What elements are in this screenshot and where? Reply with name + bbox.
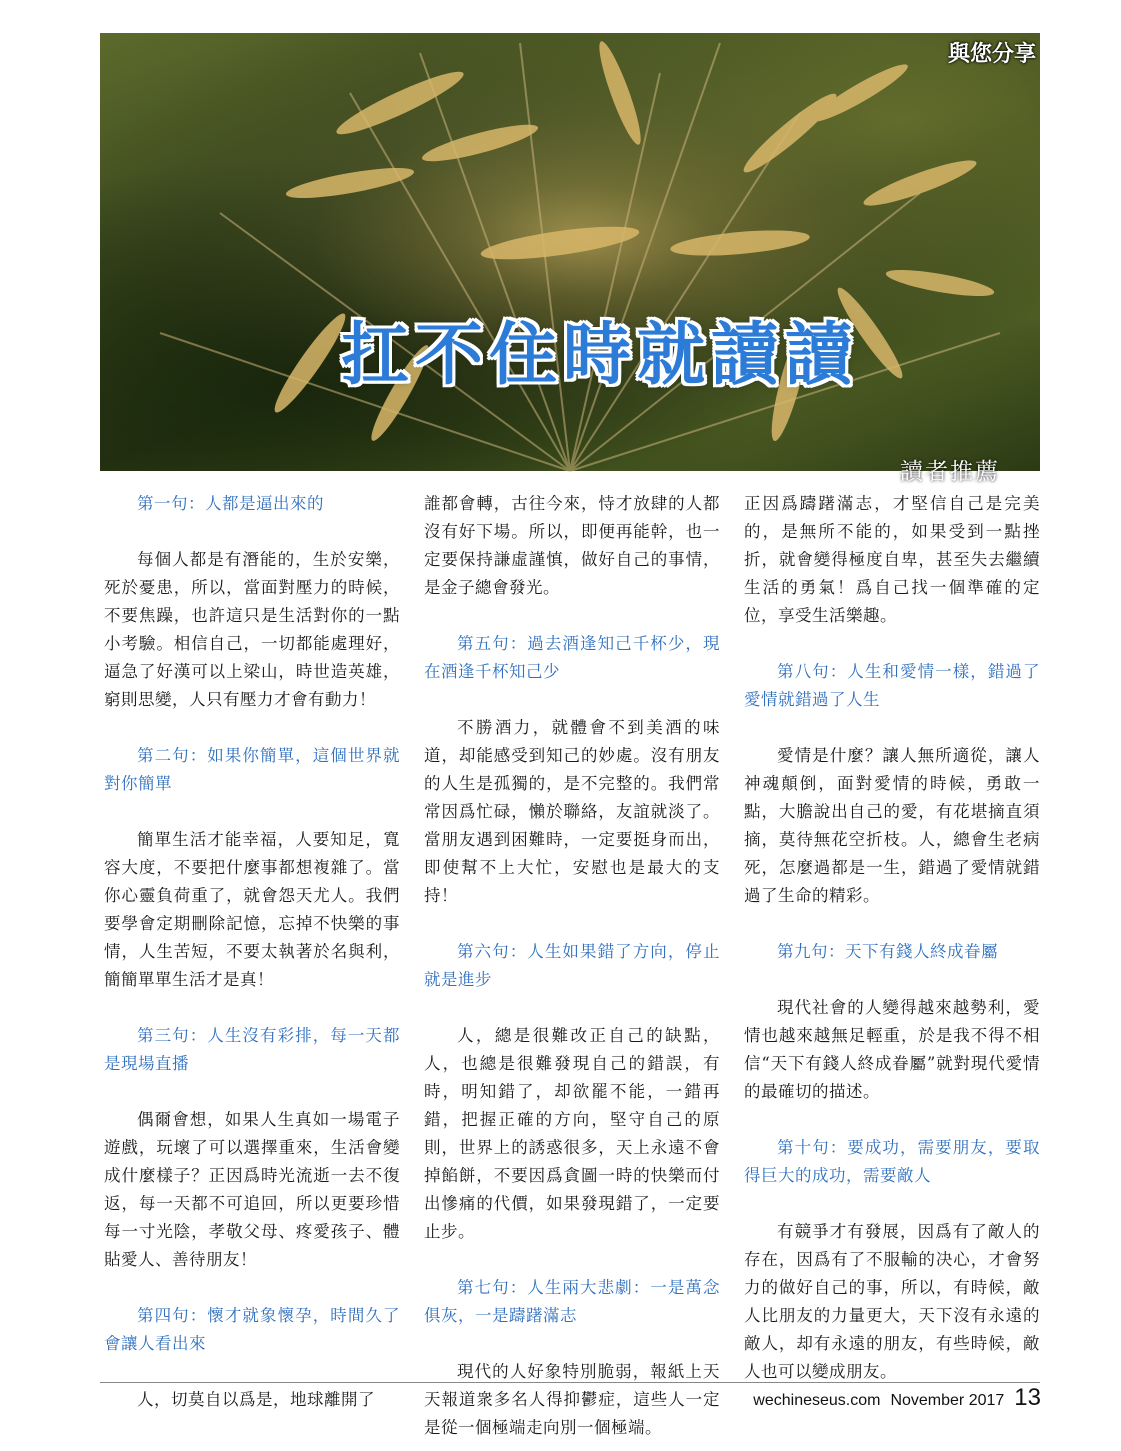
section-heading: 第二句：如果你簡單，這個世界就對你簡單 — [104, 746, 400, 793]
section-tag: 與您分享 — [947, 41, 1036, 67]
section-heading: 第五句：過去酒逢知己千杯少，現在酒逢千杯知己少 — [424, 634, 720, 681]
header-banner-image — [100, 33, 1040, 485]
section-heading: 第四句：懷才就象懷孕，時間久了會讓人看出來 — [104, 1306, 400, 1353]
footer-date: November 2017 — [890, 1392, 1005, 1409]
paragraph: 人，切莫自以爲是，地球離開了 — [137, 1390, 375, 1409]
article-title: 扛不住時就讀讀 — [340, 315, 859, 395]
paragraph: 人，總是很難改正自己的缺點，人，也總是很難發現自己的錯誤，有時，明知錯了，却欲罷不能，一錯再錯，把握正確的方向，堅守自己的原則，世界上的誘惑很多，天上永遠不會掉餡餅，不要因爲貪圖一時的快樂而付出慘痛的代價，如果發現錯了，一定要止步。 — [424, 1026, 720, 1241]
column-3 — [744, 490, 1040, 1381]
page-footer — [753, 1386, 1041, 1410]
paragraph: 愛情是什麼？讓人無所適從，讓人神魂顛倒，面對愛情的時候，勇敢一點，大膽說出自己的愛，有花堪摘直須摘，莫待無花空折枝。人，總會生老病死，怎麼過都是一生，錯過了愛情就錯過了生命的精彩。 — [744, 746, 1040, 905]
paragraph: 偶爾會想，如果人生真如一場電子遊戲，玩壞了可以選擇重來，生活會變成什麼樣子？正因爲時光流逝一去不復返，每一天都不可追回，所以更要珍惜每一寸光陰，孝敬父母、疼愛孩子、體貼愛人、善待朋友！ — [104, 1110, 400, 1269]
section-heading: 第六句：人生如果錯了方向，停止就是進步 — [424, 942, 720, 989]
paragraph: 簡單生活才能幸福，人要知足，寬容大度，不要把什麼事都想複雜了。當你心靈負荷重了，就會怨天尤人。我們要學會定期刪除記憶，忘掉不快樂的事情，人生苦短，不要太執著於名與利，簡簡單單生活才是真！ — [104, 830, 400, 989]
column-1 — [104, 490, 400, 1409]
paragraph: 現代社會的人變得越來越勢利，愛情也越來越無足輕重，於是我不得不相信“天下有錢人終成眷屬”就對現代愛情的最確切的描述。 — [744, 998, 1040, 1101]
section-heading: 第七句：人生兩大悲劇：一是萬念俱灰，一是躊躇滿志 — [424, 1278, 720, 1325]
footer-divider — [100, 1382, 1040, 1383]
paragraph: 誰都會轉，古往今來，恃才放肆的人都沒有好下場。所以，即便再能幹，也一定要保持謙虛謹慎，做好自己的事情，是金子總會發光。 — [424, 494, 720, 597]
footer-site: wechineseus.com — [753, 1392, 881, 1409]
section-heading: 第八句：人生和愛情一樣，錯過了愛情就錯過了人生 — [744, 662, 1040, 709]
section-heading: 第九句：天下有錢人終成眷屬 — [777, 942, 998, 961]
paragraph: 有競爭才有發展，因爲有了敵人的存在，因爲有了不服輸的决心，才會努力的做好自己的事，所以，有時候，敵人比朋友的力量更大，天下沒有永遠的敵人，却有永遠的朋友，有些時候，敵人也可以變成朋友。 — [744, 1222, 1040, 1381]
paragraph: 正因爲躊躇滿志，才堅信自己是完美的，是無所不能的，如果受到一點挫折，就會變得極度自卑，甚至失去繼續生活的勇氣！爲自己找一個準確的定位，享受生活樂趣。 — [744, 494, 1040, 625]
page-number: 13 — [1014, 1384, 1041, 1411]
grass-illustration — [100, 33, 1040, 471]
paragraph: 現代的人好象特別脆弱，報紙上天天報道衆多名人得抑鬱症，這些人一定是從一個極端走向別一個極端。 — [424, 1362, 720, 1437]
byline: 讀者推薦 — [900, 459, 1000, 485]
section-heading: 第一句：人都是逼出來的 — [137, 494, 324, 513]
paragraph: 每個人都是有潛能的，生於安樂，死於憂患，所以，當面對壓力的時候，不要焦躁，也許這只是生活對你的一點小考驗。相信自己，一切都能處理好，逼急了好漢可以上梁山，時世造英雄，窮則思變，人只有壓力才會有動力！ — [104, 550, 400, 709]
section-heading: 第三句：人生沒有彩排，每一天都是現場直播 — [104, 1026, 400, 1073]
paragraph: 不勝酒力，就體會不到美酒的味道，却能感受到知己的妙處。沒有朋友的人生是孤獨的，是不完整的。我們常常因爲忙碌，懶於聯絡，友誼就淡了。當朋友遇到困難時，一定要挺身而出，即使幫不上大忙，安慰也是最大的支持！ — [424, 718, 720, 905]
column-2 — [424, 490, 720, 1437]
section-heading: 第十句：要成功，需要朋友，要取得巨大的成功，需要敵人 — [744, 1138, 1040, 1185]
